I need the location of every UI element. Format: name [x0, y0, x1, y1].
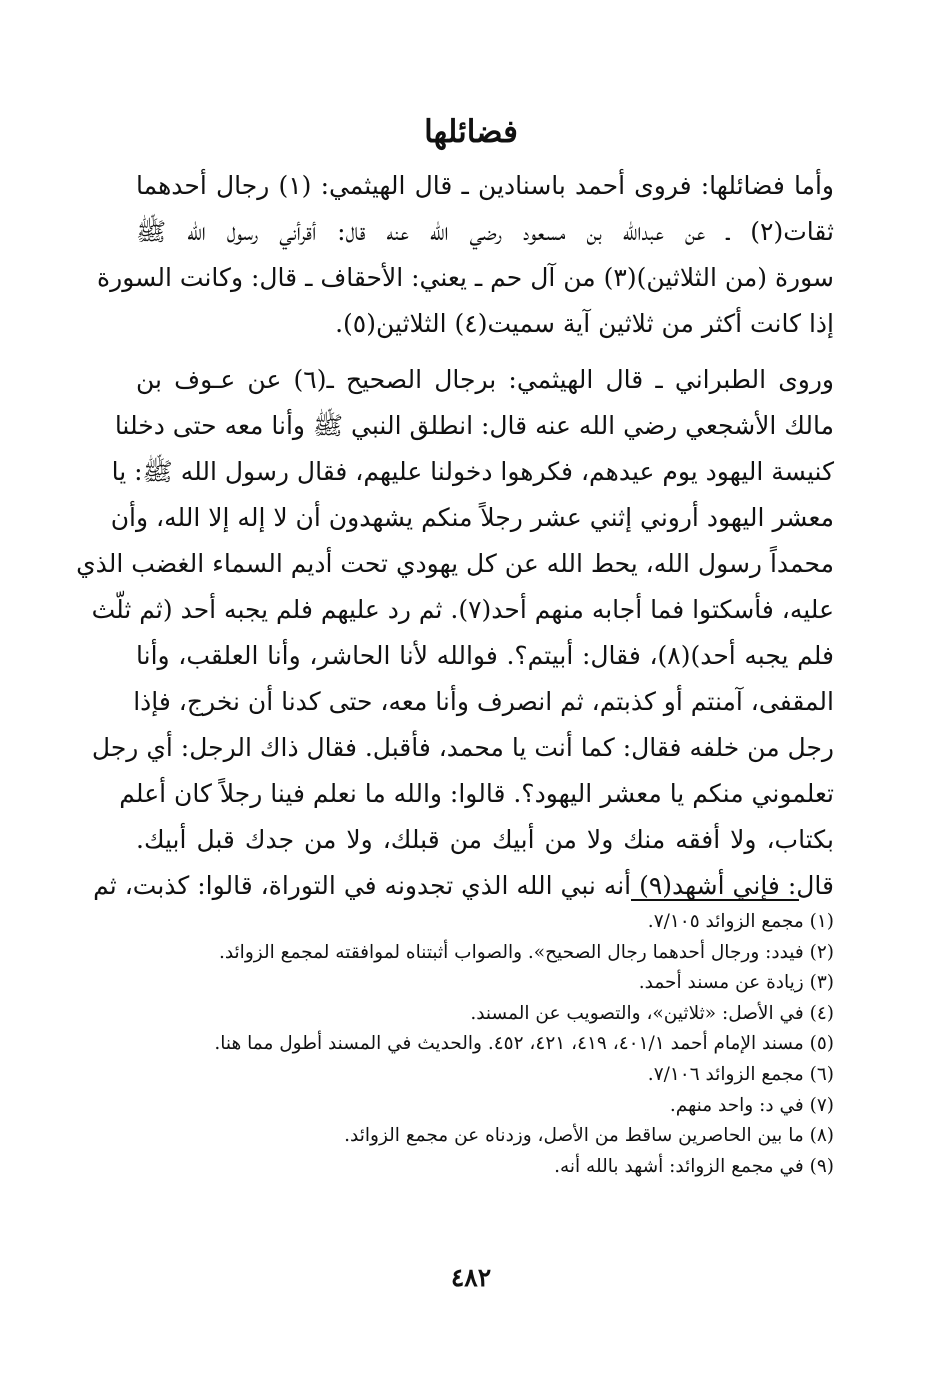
footnote: (٢) فيدد: ورجال أحدهما رجال الصحيح». والصواب أثبتناه لموافقته لمجمع الزوائد. — [218, 941, 834, 963]
section-heading: فضائلها — [424, 114, 518, 150]
text-line: وروى الطبراني ـ قال الهيثمي: برجال الصحيح ـ(٦) عن عـوف بن — [136, 365, 834, 394]
text-line: ثقات(٢) ـ عن عبدالله بن مسعود رضي الله عنه قال: أقرأني رسول الله ﷺ — [136, 217, 834, 246]
text-line: فلم يجبه أحد)(٨)، فقال: أبيتم؟. فوالله لأنا الحاشر، وأنا العلقب، وأنا — [136, 641, 834, 670]
footnote: (٦) مجمع الزوائد ٧/١٠٦. — [647, 1063, 834, 1085]
text-line: إذا كانت أكثر من ثلاثين آية سميت(٤) الثلاثين(٥). — [335, 309, 834, 338]
footnote: (٥) مسند الإمام أحمد ٤٠١/١، ٤١٩، ٤٢١، ٤٥٢. والحديث في المسند أطول مما هنا. — [214, 1033, 834, 1055]
page-number: ٤٨٢ — [450, 1263, 492, 1292]
text-line: بكتاب، ولا أفقه منك ولا من أبيك من قبلك، ولا من جدك قبل أبيك. — [136, 825, 834, 854]
paragraph-2 — [76, 357, 834, 909]
text-line: المقفى، آمنتم أو كذبتم، ثم انصرف وأنا معه، حتى كدنا أن نخرج، فإذا — [133, 687, 834, 716]
footnote: (٩) في مجمع الزوائد: أشهد بالله أنه. — [554, 1155, 834, 1177]
text-line: وأما فضائلها: فروى أحمد باسنادين ـ قال الهيثمي: (١) رجال أحدهما — [136, 171, 835, 200]
footnote: (٨) ما بين الحاصرين ساقط من الأصل، وزدناه عن مجمع الزوائد. — [344, 1125, 834, 1147]
text-line: مالك الأشجعي رضي الله عنه قال: انطلق النبي ﷺ وأنا معه حتى دخلنا — [114, 411, 834, 440]
footnote-separator — [631, 899, 799, 901]
footnote: (٧) في د: واحد منهم. — [669, 1094, 834, 1116]
text-line: تعلموني منكم يا معشر اليهود؟. قالوا: والله ما نعلم فينا رجلاً كان أعلم — [119, 779, 834, 808]
paragraph-1 — [97, 163, 835, 347]
text-line: عليه، فأسكتوا فما أجابه منهم أحد(٧). ثم رد عليهم فلم يجبه أحد (ثم ثلّث — [91, 595, 834, 624]
text-line: محمداً رسول الله، يحط الله عن كل يهودي تحت أديم السماء الغضب الذي — [76, 549, 834, 578]
footnote: (٤) في الأصل: «ثلاثين»، والتصويب عن المسند. — [470, 1002, 834, 1024]
text-line: معشر اليهود أروني إثني عشر رجلاً منكم يشهدون أن لا إله إلا الله، وأن — [110, 503, 834, 532]
text-line: رجل من خلفه فقال: كما أنت يا محمد، فأقبل. فقال ذاك الرجل: أي رجل — [91, 733, 834, 762]
footnotes — [124, 907, 834, 1182]
footnote: (٣) زيادة عن مسند أحمد. — [638, 972, 834, 994]
text-line: كنيسة اليهود يوم عيدهم، فكرهوا دخولنا عليهم، فقال رسول الله ﷺ: يا — [111, 457, 834, 486]
footnote: (١) مجمع الزوائد ٧/١٠٥. — [647, 911, 834, 932]
text-line: سورة (من الثلاثين)(٣) من آل حم ـ يعني: الأحقاف ـ قال: وكانت السورة — [97, 263, 834, 292]
text-line: قال: فإني أشهد(٩) أنه نبي الله الذي تجدونه في التوراة، قالوا: كذبت، ثم — [93, 871, 834, 900]
